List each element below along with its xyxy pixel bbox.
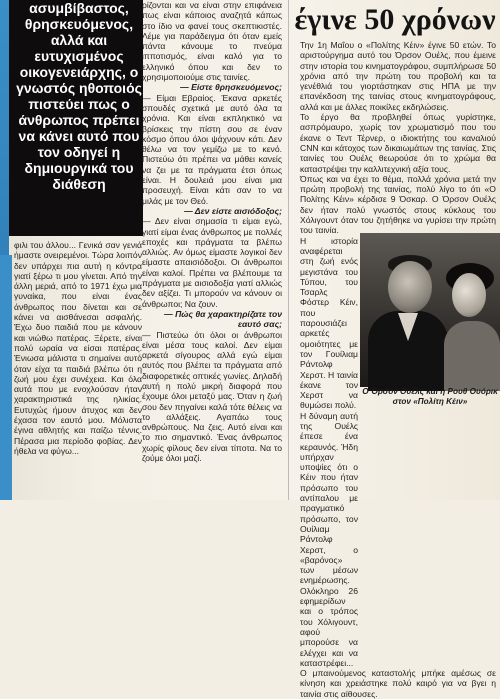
- column-3-paragraph: Την 1η Μαΐου ο «Πολίτης Κέιν» έγινε 50 ετών. Το αριστούργημα αυτό του Όρσον Ουέλς, που έμεινε στην ιστορία του κινηματογράφου, συμπλήρωσε 50 χρόνια από την πρώτη του προβολή και τα γενέθλιά του γιορτάστηκαν στις ΗΠΑ με την επανέκδοση της ταινίας στους κινηματογράφους, αλλά και με άλλες ποικίλες εκδηλώσεις.: [300, 40, 496, 112]
- column-2-paragraph: — Είμαι Εβραίος. Έκανα αρκετές σπουδές σχετικά με αυτό όλα τα χρόνια. Και είναι εκπληκτικό να βρίσκεις την πίστη σου σε έναν κόσμο όπου όλοι ψάχνουν κάτι. Δεν θέλω να τον γεμίζω με το κενό. Πιστεύω ότι πρέπει να μάθει κανείς να ζει με τα πράγματα έτσι όπως είναι. Η δουλειά μου είναι μια προσευχή. Είναι κάτι σαν το να μιλάς με τον Θεό.: [142, 92, 282, 206]
- headline: έγινε 50 χρόνων: [294, 3, 496, 36]
- blue-side-strip-lower: [0, 255, 12, 500]
- interview-question: — Πώς θα χαρακτηρίζατε τον εαυτό σας;: [164, 308, 282, 330]
- pull-quote-box: [9, 0, 143, 236]
- pull-quote-text: ασυμβίβαστος, θρησκευόμενος, αλλά και ευτυχισμένος οικογενειάρχης, ο γνωστός ηθοποιός πιστεύει πως ο άνθρωπος πρέπει να κάνει αυτό που τον οδηγεί η δημιουργικά του διάθεση: [16, 0, 142, 192]
- article-column-2: [142, 0, 282, 500]
- figure-ruth-warrick: [444, 321, 500, 391]
- figure-face: [452, 273, 486, 317]
- film-still-photo: [360, 233, 500, 387]
- column-1-paragraph: φιλι του άλλου... Γενικά σαν γενιά ήμαστε ονειρεμένοι. Τώρα λοιπόν δεν υπάρχει πια αυτή η κόντρα γιατί ξέρω τι μου γίνεται. Από την άλλη μεριά, από το 1971 έχω μια γυναίκα, που είναι ένας άνθρωπος που δίνεται και σε κάνει να αισθάνεσαι ασφαλής. Έχω δυο παιδιά που με κάνουν και νιώθω πατέρας. Ξέρετε, είναι πολύ ωραία να είσαι πατέρας. Ένιωσα μάλιστα τι σημαίνει αυτό όταν είχα τα παιδιά βλέπω ότι η ζωή μου έχει συνέχεια. Και όλα αυτά που με ενοχλούσαν ήταν χαρακτηριστικά της ηλικίας. Ευτυχώς ήμουν άτυχος και δεν έχασα τον εαυτό μου. Μόλιστα έγινα αθλητής και παίζω τέννις. Πέρασα μια περίοδο φοβίας. Δεν ήθελα να φύγω...: [14, 240, 142, 456]
- column-3-paragraph: Η δύναμη αυτή της Ουέλς έπεσε ένα κεραυνός. Ήδη υπήρχαν υποψίες ότι ο Κέιν που ήταν πρόσωπο του αντίπαλου με πραγματικό πρόσωπο, τον Ουίλιαμ Ράντολφ Χερστ, ο «βαρόνος» των μέσων ενημέρωσης. Ολόκληρο 26 εφημερίδων και ο τρόπος του Χόλιγουντ, αφού μπορούσε να ελέγχει και να καταστρέφει...: [300, 410, 358, 668]
- article-column-1: [14, 240, 142, 502]
- figure-face: [388, 261, 432, 313]
- column-3-paragraph: Όπως και να έχει το θέμα, πολλά χρόνια μετά την πρώτη προβολή της ταινίας, πολύ λίγο το ότι «Ο Πολίτης Κέιν» κέρδισε 9 Όσκαρ. Ο Όρσον Ουέλς δεν ήταν πολύ γνωστός στους κύκλους του Χόλιγουντ όταν του ζητήθηκε να γυρίσει την πρώτη του ταινία.: [300, 173, 496, 236]
- column-2-paragraph: ρίζονται και να είναι στην επιφάνεια πως είναι κάποιος αναζητά κάπως στο ίδιο να φανεί τους σκεπτικιστές. Λέμε για παράδειγμα ότι όταν εμείς πάντα κάνουμε το πνεύμα ιπποτισμός, είναι καλό για το ελληνικό όπου και δεν το χρησιμοποιούμε στις ταινίες.: [142, 0, 282, 83]
- column-3-paragraph: Η ιστορία αναφέρεται στη ζωή ενός μεγιστάνα του Τύπου, του Τσαρλς Φόστερ Κέιν, που παρουσιάζει αρκετές ομοιότητες με τον Γουίλιαμ Ράντολφ Χερστ. Η ταινία έκανε τον Χερστ να θυμώσει πολύ.: [300, 235, 358, 411]
- column-3-paragraph: Το έργο θα προβληθεί όπως γυρίστηκε, ασπρόμαυρο, χωρίς τον χρωματισμό που του έκανε ο Τεντ Τέρνερ, ο ιδιοκτήτης του καναλιού CNN και κάτοχος των δικαιωμάτων της ταινίας. Στις ταινίες του Ουέλς θεωρούσε ότι το χρώμα θα καταστρέψει την καλλιτεχνική αξία τους.: [300, 112, 496, 174]
- column-divider: [288, 0, 289, 500]
- photo-caption: Ο Όρσον Ουέλς και η Ρουθ Ουόρικ στον «Πολίτη Κέιν»: [362, 387, 498, 406]
- interview-question: — Είστε θρησκευόμενος;: [180, 82, 282, 93]
- column-2-paragraph: — Πιστεύω ότι όλοι οι άνθρωποι είναι μέσα τους καλοί. Δεν είμαι αρκετά σίγουρος αλλά εγώ είμαι αυτός που βλέπει τα πράγματα από διαφορετικές οπτικές γωνίες. Δηλαδή αυτή η πολύ μικρή διαφορά που έχουμε όλοι μεταξύ μας. Όταν η ζωή σου δεν πηγαίνει καλά τότε θέλεις να το αλλάξεις. Αγαπάω τους ανθρώπους. Να ζεις. Αυτό είναι και το πιο σημαντικό. Ένας άνθρωπος χωρίς φίλους δεν είναι τίποτα. Να το ζούμε όλοι μαζί.: [142, 329, 282, 464]
- interview-question: — Δεν είστε αισιόδοξος;: [184, 205, 282, 216]
- column-3-paragraph: Ο μπαινούμενος καταστολής μπήκε αμέσως σε κίνηση και χρειάστηκε πολύ καιρό για να βγει η ταινία στις αίθουσες.: [300, 668, 496, 699]
- column-2-paragraph: — Δεν είναι σημασία τι είμαι εγώ, γιατί είμαι ένας άνθρωπος με πολλές εποχές και πράγματα τα βλέπω αλλιώς. Αν όμως είμαστε λογικοί δεν είμαστε απαισιόδοξοι. Οι άνθρωποι είναι καλοί. Πρέπει να βλέπουμε τα πράγματα με αισιοδοξία γιατί αλλιώς δεν αξίζει. Τι μπορούν να κάνουν οι άνθρωποι; Να ζουν.: [142, 216, 282, 309]
